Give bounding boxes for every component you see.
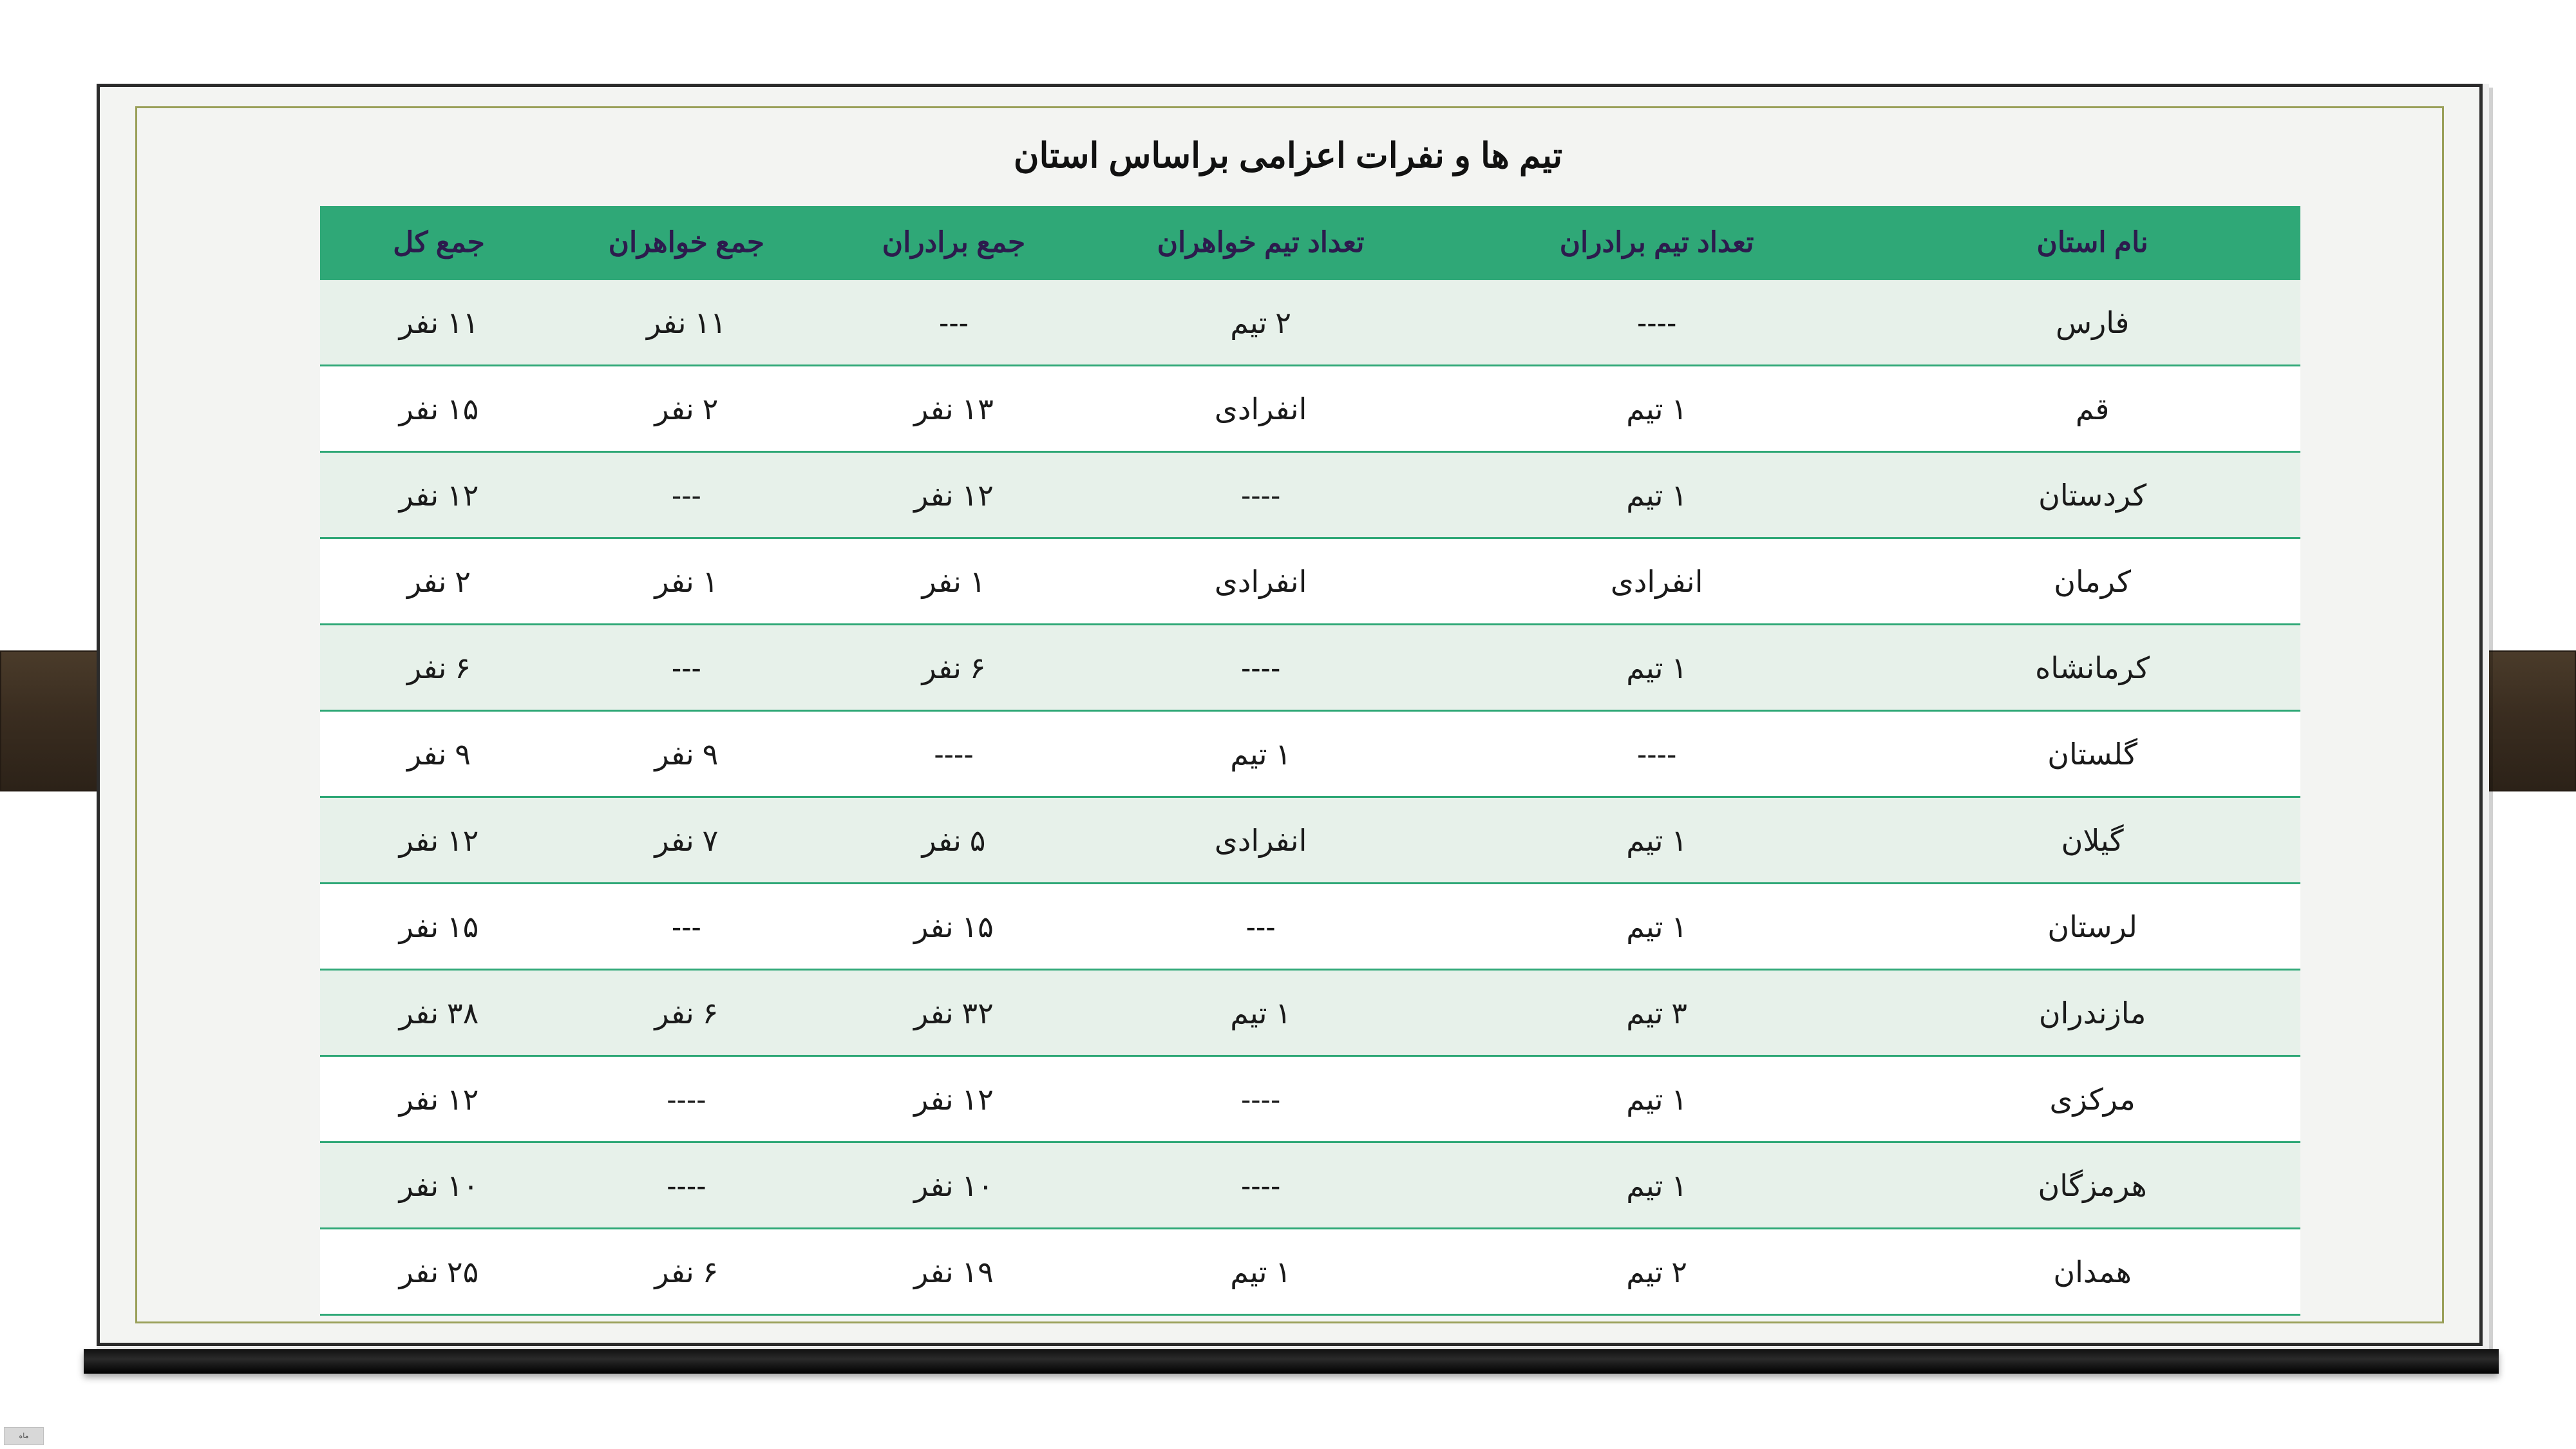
table-header-row	[320, 206, 2300, 279]
board-ledge	[84, 1349, 2499, 1374]
table-body	[320, 279, 2300, 1315]
cell-grand-total: ۱۲ نفر	[320, 452, 558, 538]
teams-by-province-table	[320, 206, 2300, 1316]
cell-brothers-total: ۱۵ نفر	[815, 884, 1093, 970]
table-row	[320, 970, 2300, 1056]
cell-brothers-teams: ----	[1429, 279, 1884, 366]
column-header-sisters-teams: تعداد تیم خواهران	[1092, 206, 1429, 279]
cell-sisters-teams: ۲ تیم	[1092, 279, 1429, 366]
cell-province: مرکزی	[1884, 1056, 2300, 1142]
cell-brothers-teams: ۱ تیم	[1429, 797, 1884, 884]
cell-province: مازندران	[1884, 970, 2300, 1056]
cell-brothers-total: ۳۲ نفر	[815, 970, 1093, 1056]
cell-sisters-total: ۱۱ نفر	[558, 279, 815, 366]
cell-sisters-total: ۶ نفر	[558, 1229, 815, 1315]
cell-brothers-total: ۶ نفر	[815, 625, 1093, 711]
cell-brothers-teams: ۱ تیم	[1429, 452, 1884, 538]
cell-province: لرستان	[1884, 884, 2300, 970]
cell-province: گلستان	[1884, 711, 2300, 797]
column-header-sisters-total: جمع خواهران	[558, 206, 815, 279]
cell-sisters-total: ۱ نفر	[558, 538, 815, 625]
cell-brothers-total: ۱۹ نفر	[815, 1229, 1093, 1315]
table-row	[320, 1229, 2300, 1315]
cell-sisters-total: ---	[558, 625, 815, 711]
cell-brothers-teams: انفرادی	[1429, 538, 1884, 625]
table-row	[320, 625, 2300, 711]
cell-province: همدان	[1884, 1229, 2300, 1315]
cell-brothers-total: ۵ نفر	[815, 797, 1093, 884]
teams-by-province-table-wrapper	[320, 206, 2300, 1316]
cell-sisters-total: ۹ نفر	[558, 711, 815, 797]
cell-brothers-total: ---	[815, 279, 1093, 366]
cell-grand-total: ۱۰ نفر	[320, 1142, 558, 1229]
cell-grand-total: ۱۵ نفر	[320, 366, 558, 452]
cell-grand-total: ۱۵ نفر	[320, 884, 558, 970]
cell-sisters-total: ---	[558, 452, 815, 538]
cell-sisters-total: ----	[558, 1142, 815, 1229]
cell-brothers-teams: ۱ تیم	[1429, 366, 1884, 452]
cell-province: قم	[1884, 366, 2300, 452]
cell-brothers-teams: ----	[1429, 711, 1884, 797]
cell-sisters-teams: ۱ تیم	[1092, 1229, 1429, 1315]
table-row	[320, 452, 2300, 538]
cell-sisters-teams: انفرادی	[1092, 797, 1429, 884]
cell-sisters-teams: ۱ تیم	[1092, 970, 1429, 1056]
cell-grand-total: ۲۵ نفر	[320, 1229, 558, 1315]
cell-sisters-total: ---	[558, 884, 815, 970]
column-header-brothers-total: جمع برادران	[815, 206, 1093, 279]
column-header-grand-total: جمع کل	[320, 206, 558, 279]
cell-brothers-teams: ۲ تیم	[1429, 1229, 1884, 1315]
cell-sisters-teams: ----	[1092, 1056, 1429, 1142]
cell-province: فارس	[1884, 279, 2300, 366]
table-row	[320, 711, 2300, 797]
cell-brothers-total: ۱۳ نفر	[815, 366, 1093, 452]
cell-sisters-teams: ----	[1092, 452, 1429, 538]
cell-brothers-total: ۱ نفر	[815, 538, 1093, 625]
cell-province: کردستان	[1884, 452, 2300, 538]
table-row	[320, 538, 2300, 625]
cell-sisters-teams: ۱ تیم	[1092, 711, 1429, 797]
cell-sisters-teams: ----	[1092, 1142, 1429, 1229]
cell-sisters-total: ۲ نفر	[558, 366, 815, 452]
cell-grand-total: ۱۲ نفر	[320, 797, 558, 884]
cell-brothers-teams: ۱ تیم	[1429, 884, 1884, 970]
table-row	[320, 366, 2300, 452]
table-row	[320, 1056, 2300, 1142]
cell-grand-total: ۳۸ نفر	[320, 970, 558, 1056]
cell-brothers-total: ۱۰ نفر	[815, 1142, 1093, 1229]
cell-sisters-total: ----	[558, 1056, 815, 1142]
cell-brothers-total: ----	[815, 711, 1093, 797]
cell-brothers-teams: ۱ تیم	[1429, 1056, 1884, 1142]
cell-brothers-teams: ۱ تیم	[1429, 1142, 1884, 1229]
column-header-brothers-teams: تعداد تیم برادران	[1429, 206, 1884, 279]
cell-brothers-teams: ۳ تیم	[1429, 970, 1884, 1056]
cell-grand-total: ۲ نفر	[320, 538, 558, 625]
table-row	[320, 797, 2300, 884]
table-row	[320, 279, 2300, 366]
table-row	[320, 884, 2300, 970]
cell-brothers-teams: ۱ تیم	[1429, 625, 1884, 711]
cell-grand-total: ۶ نفر	[320, 625, 558, 711]
cell-grand-total: ۱۱ نفر	[320, 279, 558, 366]
cell-province: کرمانشاه	[1884, 625, 2300, 711]
cell-brothers-total: ۱۲ نفر	[815, 452, 1093, 538]
cell-sisters-teams: انفرادی	[1092, 538, 1429, 625]
cell-sisters-teams: انفرادی	[1092, 366, 1429, 452]
cell-grand-total: ۹ نفر	[320, 711, 558, 797]
column-header-province: نام استان	[1884, 206, 2300, 279]
cell-province: گیلان	[1884, 797, 2300, 884]
cell-brothers-total: ۱۲ نفر	[815, 1056, 1093, 1142]
table-row	[320, 1142, 2300, 1229]
cell-sisters-teams: ---	[1092, 884, 1429, 970]
cell-grand-total: ۱۲ نفر	[320, 1056, 558, 1142]
cell-province: کرمان	[1884, 538, 2300, 625]
cell-sisters-total: ۷ نفر	[558, 797, 815, 884]
cell-sisters-total: ۶ نفر	[558, 970, 815, 1056]
cell-sisters-teams: ----	[1092, 625, 1429, 711]
watermark-badge: ماه	[4, 1427, 44, 1445]
cell-province: هرمزگان	[1884, 1142, 2300, 1229]
page-title: تیم ها و نفرات اعزامی براساس استان	[1013, 137, 1563, 175]
